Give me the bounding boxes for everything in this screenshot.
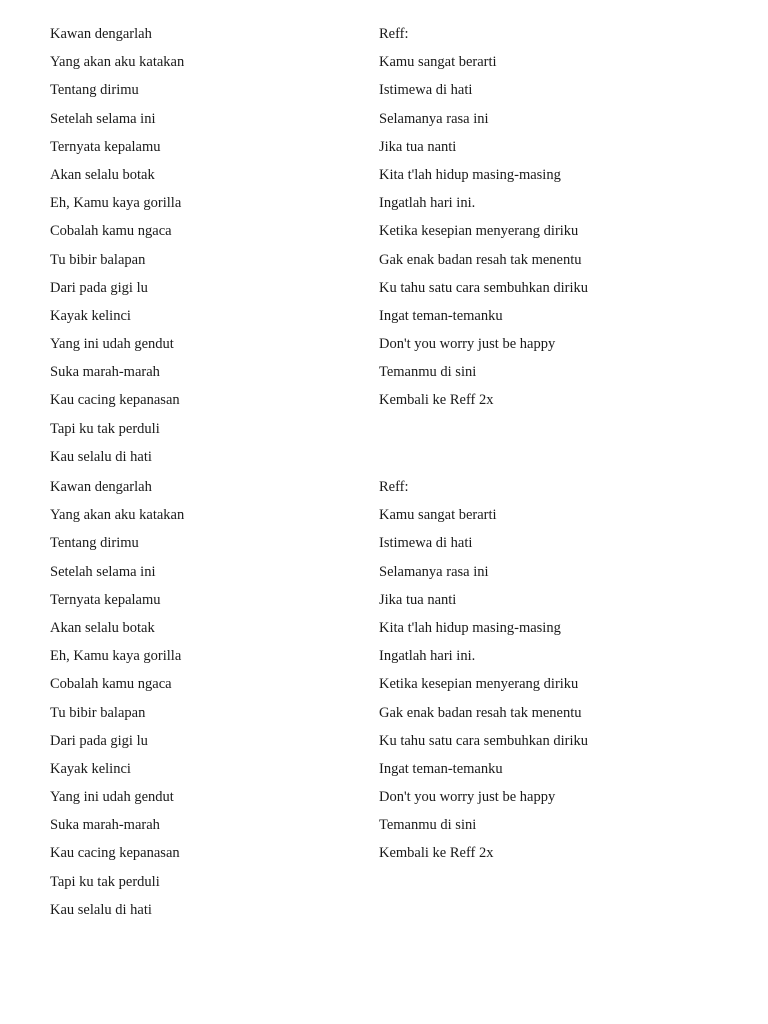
verse-line: Dari pada gigi lu	[50, 732, 148, 749]
verse-line: Yang ini udah gendut	[50, 789, 174, 806]
verse-line: Akan selalu botak	[50, 166, 155, 183]
chorus-line: Kamu sangat berarti	[379, 54, 497, 71]
chorus-heading: Reff:	[379, 26, 409, 42]
verse-column	[50, 477, 184, 928]
chorus-line: Kembali ke Reff 2x	[379, 845, 494, 862]
verse-line: Yang akan aku katakan	[50, 54, 185, 71]
verse-line: Setelah selama ini	[50, 110, 156, 127]
chorus-column	[379, 477, 588, 872]
chorus-line: Istimewa di hati	[379, 82, 473, 99]
verse-column	[50, 24, 184, 475]
verse-line: Kau cacing kepanasan	[50, 392, 180, 409]
verse-line: Dari pada gigi lu	[50, 279, 148, 296]
chorus-line: Kita t'lah hidup masing-masing	[379, 619, 561, 636]
verse-line: Kawan dengarlah	[50, 479, 152, 495]
chorus-line: Gak enak badan resah tak menentu	[379, 704, 582, 721]
chorus-line: Ketika kesepian menyerang diriku	[379, 223, 579, 240]
chorus-line: Jika tua nanti	[379, 138, 457, 155]
chorus-line: Temanmu di sini	[379, 817, 477, 834]
verse-line: Kau cacing kepanasan	[50, 845, 180, 862]
chorus-line: Ingat teman-temanku	[379, 307, 503, 324]
chorus-line: Kembali ke Reff 2x	[379, 392, 494, 409]
verse-line: Tentang dirimu	[50, 82, 139, 99]
chorus-line: Kita t'lah hidup masing-masing	[379, 166, 561, 183]
chorus-line: Temanmu di sini	[379, 364, 477, 381]
verse-line: Ternyata kepalamu	[50, 138, 161, 155]
chorus-line: Istimewa di hati	[379, 535, 473, 552]
verse-line: Tentang dirimu	[50, 535, 139, 552]
chorus-line: Don't you worry just be happy	[379, 789, 556, 806]
chorus-line: Selamanya rasa ini	[379, 563, 489, 580]
chorus-line: Ingatlah hari ini.	[379, 195, 476, 212]
chorus-line: Ku tahu satu cara sembuhkan diriku	[379, 279, 588, 296]
verse-line: Eh, Kamu kaya gorilla	[50, 648, 182, 665]
verse-line: Cobalah kamu ngaca	[50, 223, 172, 240]
verse-line: Kau selalu di hati	[50, 448, 152, 465]
verse-line: Setelah selama ini	[50, 563, 156, 580]
verse-line: Kau selalu di hati	[50, 901, 152, 918]
verse-line: Ternyata kepalamu	[50, 591, 161, 608]
verse-line: Kayak kelinci	[50, 307, 131, 324]
verse-line: Tu bibir balapan	[50, 251, 146, 268]
chorus-line: Gak enak badan resah tak menentu	[379, 251, 582, 268]
chorus-line: Jika tua nanti	[379, 591, 457, 608]
chorus-heading: Reff:	[379, 479, 409, 495]
verse-line: Akan selalu botak	[50, 619, 155, 636]
verse-line: Yang ini udah gendut	[50, 336, 174, 353]
chorus-column	[379, 24, 588, 419]
chorus-line: Ingatlah hari ini.	[379, 648, 476, 665]
verse-line: Cobalah kamu ngaca	[50, 676, 172, 693]
chorus-line: Selamanya rasa ini	[379, 110, 489, 127]
verse-line: Tapi ku tak perduli	[50, 873, 160, 890]
verse-line: Kayak kelinci	[50, 760, 131, 777]
verse-line: Yang akan aku katakan	[50, 507, 185, 524]
chorus-line: Kamu sangat berarti	[379, 507, 497, 524]
verse-line: Suka marah-marah	[50, 817, 160, 834]
chorus-line: Ku tahu satu cara sembuhkan diriku	[379, 732, 588, 749]
verse-line: Tu bibir balapan	[50, 704, 146, 721]
verse-line: Suka marah-marah	[50, 364, 160, 381]
verse-line: Tapi ku tak perduli	[50, 420, 160, 437]
verse-line: Kawan dengarlah	[50, 26, 152, 42]
chorus-line: Ingat teman-temanku	[379, 760, 503, 777]
verse-line: Eh, Kamu kaya gorilla	[50, 195, 182, 212]
chorus-line: Ketika kesepian menyerang diriku	[379, 676, 579, 693]
chorus-line: Don't you worry just be happy	[379, 336, 556, 353]
